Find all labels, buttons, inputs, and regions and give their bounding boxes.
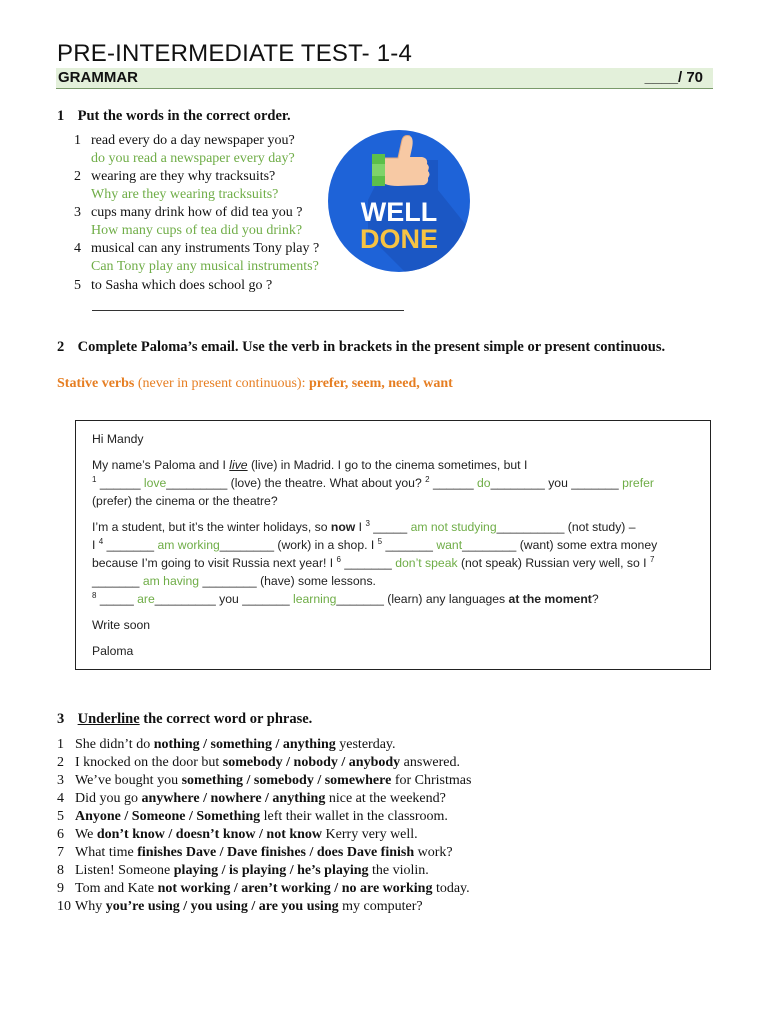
q3-heading (57, 711, 312, 728)
item-options[interactable]: Anyone / Someone / Something (75, 809, 261, 824)
badge-text-well: WELL (360, 197, 438, 227)
item-options[interactable]: playing / is playing / he’s playing (173, 863, 369, 878)
q3-instruction-underline: Underline (77, 711, 140, 727)
gap-answer[interactable]: want (436, 538, 463, 552)
email-line-3: (prefer) the cinema or the theatre? (92, 494, 278, 508)
q3-instruction: the correct word or phrase. (139, 711, 313, 727)
item-options[interactable]: nothing / something / anything (153, 737, 336, 752)
answer-line[interactable] (92, 310, 404, 311)
item-text: Why (75, 899, 106, 914)
item-text: Did you go (75, 791, 142, 806)
item-number: 4 (74, 241, 81, 256)
gap-number: 3 (365, 518, 370, 528)
q3-item-2 (57, 754, 460, 772)
gap-number: 5 (377, 536, 383, 546)
q1-number: 1 (57, 108, 65, 124)
q3-item-4 (57, 790, 446, 808)
q1-item-3 (74, 204, 303, 240)
item-prompt: cups many drink how of did tea you ? (91, 205, 303, 220)
q3-item-10 (57, 898, 423, 916)
item-text: yesterday. (335, 737, 396, 752)
item-answer: How many cups of tea did you drink? (91, 223, 303, 238)
gap-answer[interactable]: am having (142, 574, 200, 588)
q3-item-7 (57, 844, 453, 862)
email-bold: at the moment (508, 592, 592, 606)
email-line-7: _______ am having ________ (have) some lessons. (92, 574, 376, 588)
gap-answer[interactable]: prefer (622, 476, 654, 490)
item-text: We’ve bought you (75, 773, 182, 788)
q3-number: 3 (57, 711, 65, 727)
item-answer: Why are they wearing tracksuits? (91, 187, 279, 202)
email-text: because I’m going to visit Russia next year! I (92, 556, 337, 570)
item-text: Tom and Kate (75, 881, 158, 896)
email-text: (learn) any languages (383, 592, 509, 606)
item-answer: Can Tony play any musical instruments? (91, 259, 319, 274)
email-text: (not speak) Russian very well, so I (457, 556, 650, 570)
well-done-badge (328, 130, 470, 272)
email-text: My name’s Paloma and I (92, 458, 230, 472)
gap-answer[interactable]: do (477, 476, 491, 490)
email-text: you (544, 476, 572, 490)
q1-instruction: Put the words in the correct order. (77, 108, 291, 124)
email-text: (love) the theatre. What about you? (227, 476, 426, 490)
email-signoff: Write soon (92, 618, 151, 632)
item-text: She didn’t do (75, 737, 154, 752)
gap-number: 2 (425, 474, 430, 484)
item-number: 4 (57, 791, 64, 806)
item-options[interactable]: not working / aren’t working / no are working (157, 881, 433, 896)
item-text: I knocked on the door but (75, 755, 223, 770)
email-text: (not study) – (564, 520, 636, 534)
q2-heading (57, 339, 665, 356)
item-text: What time (75, 845, 138, 860)
stative-label: Stative verbs (57, 376, 135, 391)
email-line-2: $^1$ ______ love_________ (love) the theatre. What about you? $^2$ ______ do________ you _______ prefer (92, 474, 654, 490)
gap-answer[interactable]: don’t speak (395, 556, 458, 570)
email-text: I (92, 538, 99, 552)
item-prompt: musical can any instruments Tony play ? (91, 241, 320, 256)
section-label: GRAMMAR (58, 69, 138, 86)
gap-answer[interactable]: learning (293, 592, 337, 606)
gap-number: 8 (92, 590, 97, 600)
email-line-5: I $^4$ _______ am working________ (work) in a shop. I $^5$ _______ want________ (want) some extra money (92, 536, 658, 552)
q2-instruction: Complete Paloma’s email. Use the verb in brackets in the present simple or present continuous. (77, 339, 666, 355)
email-text: you (215, 592, 243, 606)
item-prompt: wearing are they why tracksuits? (91, 169, 276, 184)
email-greeting: Hi Mandy (92, 432, 144, 446)
item-text: nice at the weekend? (325, 791, 446, 806)
gap-number: 6 (336, 554, 341, 564)
item-number: 8 (57, 863, 64, 878)
item-number: 2 (74, 169, 81, 184)
example-answer: live (229, 458, 248, 472)
item-options[interactable]: anywhere / nowhere / anything (141, 791, 326, 806)
email-text: I’m a student, but it’s the winter holidays, so (92, 520, 331, 534)
q1-item-1 (74, 132, 295, 168)
email-line-4: I’m a student, but it’s the winter holidays, so now I $^3$ _____ am not studying__________ (not study) – (92, 518, 636, 534)
item-number: 7 (57, 845, 64, 860)
item-text: my computer? (338, 899, 423, 914)
email-bold: now (330, 520, 356, 534)
item-number: 9 (57, 881, 64, 896)
stative-note: (never in present continuous): (134, 376, 309, 391)
q1-heading (57, 108, 291, 125)
email-box (75, 420, 711, 670)
item-number: 1 (57, 737, 64, 752)
gap-number: 1 (92, 474, 97, 484)
email-signature: Paloma (92, 644, 134, 658)
email-text: (work) in a shop. I (274, 538, 378, 552)
gap-answer[interactable]: am not studying (410, 520, 497, 534)
q3-item-3 (57, 772, 471, 790)
item-prompt: read every do a day newspaper you? (91, 133, 295, 148)
item-options[interactable]: something / somebody / somewhere (181, 773, 392, 788)
page-title: PRE-INTERMEDIATE TEST- 1-4 (57, 40, 413, 67)
email-text: (live) in Madrid. I go to the cinema sometimes, but I (247, 458, 528, 472)
q1-item-5 (74, 277, 272, 295)
email-line-6: because I’m going to visit Russia next year! I $^6$ _______ don’t speak (not speak) Russian very well, so I $^7$ (92, 554, 655, 570)
item-text: work? (414, 845, 453, 860)
item-text: for Christmas (391, 773, 472, 788)
badge-text-done: DONE (359, 224, 439, 254)
q3-item-6 (57, 826, 418, 844)
item-text: Listen! Someone (75, 863, 174, 878)
gap-answer[interactable]: love (143, 476, 167, 490)
email-text: (have) some lessons. (256, 574, 376, 588)
item-answer: do you read a newspaper every day? (91, 151, 295, 166)
q3-item-8 (57, 862, 429, 880)
q3-item-9 (57, 880, 470, 898)
email-text: I (355, 520, 366, 534)
item-number: 2 (57, 755, 64, 770)
item-number: 6 (57, 827, 64, 842)
gap-answer[interactable]: are (137, 592, 155, 606)
item-number: 5 (57, 809, 64, 824)
q1-item-2 (74, 168, 278, 204)
gap-number: 4 (98, 536, 104, 546)
gap-answer[interactable]: am working (157, 538, 220, 552)
item-number: 5 (74, 278, 81, 293)
item-options[interactable]: don’t know / doesn’t know / not know (96, 827, 323, 842)
item-prompt: to Sasha which does school go ? (91, 278, 273, 293)
item-text: answered. (400, 755, 461, 770)
item-text: Kerry very well. (322, 827, 418, 842)
item-number: 3 (57, 773, 64, 788)
gap-number: 7 (649, 554, 655, 564)
item-text: left their wallet in the classroom. (260, 809, 448, 824)
item-text: the violin. (368, 863, 429, 878)
item-text: We (75, 827, 97, 842)
q2-number: 2 (57, 339, 65, 355)
item-options[interactable]: you’re using / you using / are you using (105, 899, 339, 914)
q3-item-1 (57, 736, 396, 754)
email-line-1 (92, 458, 527, 472)
stative-verbs-note (57, 376, 453, 392)
stative-list: prefer, seem, need, want (308, 376, 453, 391)
score-field: ____/ 70 (644, 69, 703, 86)
item-text: today. (432, 881, 470, 896)
email-text: (want) some extra money (516, 538, 658, 552)
item-options[interactable]: somebody / nobody / anybody (222, 755, 401, 770)
email-text: ? (591, 592, 599, 606)
q1-item-4 (74, 240, 319, 276)
item-number: 10 (57, 899, 71, 914)
q3-item-5 (57, 808, 448, 826)
email-line-8: $^8$ _____ are_________ you _______ learning_______ (learn) any languages at the moment? (92, 590, 599, 606)
section-header (56, 68, 713, 89)
item-number: 3 (74, 205, 81, 220)
item-options[interactable]: finishes Dave / Dave finishes / does Dave finish (137, 845, 415, 860)
item-number: 1 (74, 133, 81, 148)
